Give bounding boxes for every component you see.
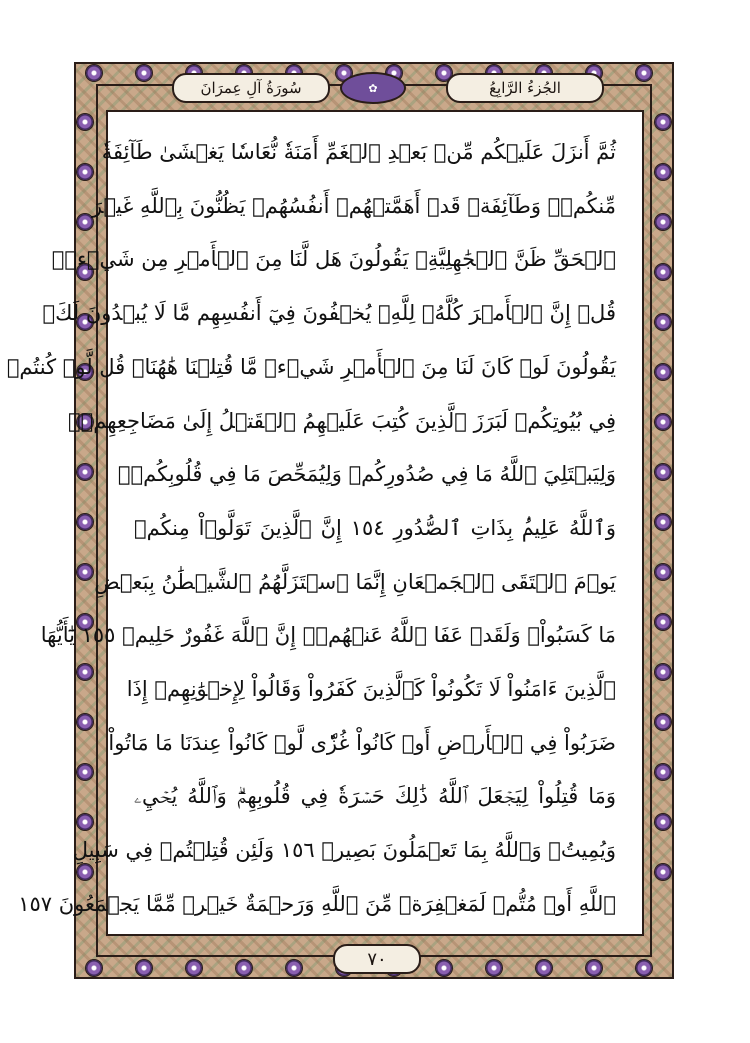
text-line: يَوۡمَ ٱلۡتَقَى ٱلۡجَمۡعَانِ إِنَّمَا ٱسۡتَزَلَّهُمُ ٱلشَّيۡطَٰنُ بِبَعۡضِ — [94, 569, 616, 594]
text-line: مَا كَسَبُواْۖ وَلَقَدۡ عَفَا ٱللَّهُ عَنۡهُمۡۗ إِنَّ ٱللَّهَ غَفُورٌ حَلِيمٞ ١٥٥ يَٰٓأَيُّهَا — [40, 623, 616, 648]
rosette-icon — [77, 764, 93, 780]
rosette-icon — [655, 864, 671, 880]
rosette-icon — [655, 514, 671, 530]
text-line: وَلِيَبۡتَلِيَ ٱللَّهُ مَا فِي صُدُورِكُمۡ وَلِيُمَحِّصَ مَا فِي قُلُوبِكُمۡۚ — [117, 462, 616, 487]
rosette-icon — [186, 960, 202, 976]
rosette-icon — [655, 164, 671, 180]
rosette-icon — [655, 414, 671, 430]
surah-name-label: سُورَةُ آلِ عِمرَانَ — [172, 73, 330, 103]
rosette-icon — [636, 65, 652, 81]
rosette-icon — [77, 714, 93, 730]
rosette-icon — [77, 514, 93, 530]
rosette-icon — [77, 664, 93, 680]
verse-text-panel — [6, 110, 644, 936]
rosette-icon — [655, 264, 671, 280]
rosette-icon — [655, 114, 671, 130]
rosette-icon — [77, 114, 93, 130]
text-line: ٱلَّذِينَ ءَامَنُواْ لَا تَكُونُواْ كَٱلَّذِينَ كَفَرُواْ وَقَالُواْ لِإِخۡوَٰنِهِمۡ إِذَا — [126, 677, 616, 702]
rosette-icon — [655, 314, 671, 330]
rosette-icon — [655, 664, 671, 680]
rosette-icon — [236, 960, 252, 976]
text-line: يَقُولُونَ لَوۡ كَانَ لَنَا مِنَ ٱلۡأَمۡرِ شَيۡءٞ مَّا قُتِلۡنَا هَٰهُنَاۗ قُل لَّوۡ كُنتُمۡ — [6, 354, 616, 379]
rosette-icon — [655, 214, 671, 230]
rosette-icon — [655, 814, 671, 830]
rosette-icon — [655, 564, 671, 580]
rosette-icon — [77, 164, 93, 180]
rosette-icon — [86, 960, 102, 976]
rosette-icon — [86, 65, 102, 81]
text-line: ٱلۡحَقِّ ظَنَّ ٱلۡجَٰهِلِيَّةِۖ يَقُولُونَ هَل لَّنَا مِنَ ٱلۡأَمۡرِ مِن شَيۡءٖۗ — [51, 247, 616, 272]
page-header — [114, 70, 636, 104]
text-line: وَٱللَّهُ عَلِيمُۢ بِذَاتِ ٱلصُّدُورِ ١٥٤ إِنَّ ٱلَّذِينَ تَوَلَّوۡاْ مِنكُمۡ — [134, 515, 616, 540]
text-line: وَيُمِيتُۗ وَٱللَّهُ بِمَا تَعۡمَلُونَ بَصِيرٞ ١٥٦ وَلَئِن قُتِلۡتُمۡ فِي سَبِيلِ — [72, 838, 616, 863]
rosette-icon — [655, 464, 671, 480]
text-line: ثُمَّ أَنزَلَ عَلَيۡكُم مِّنۢ بَعۡدِ ٱلۡغَمِّ أَمَنَةٗ نُّعَاسٗا يَغۡشَىٰ طَآئِفَةٗ — [101, 140, 616, 164]
rosette-icon — [77, 214, 93, 230]
juz-name-label: الجُزءُ الرَّابِعُ — [446, 73, 604, 103]
rosette-icon — [77, 464, 93, 480]
rosette-icon — [536, 960, 552, 976]
rosette-icon — [486, 960, 502, 976]
rosette-icon — [655, 764, 671, 780]
text-line: قُلۡ إِنَّ ٱلۡأَمۡرَ كُلَّهُۥ لِلَّهِۗ يُخۡفُونَ فِيٓ أَنفُسِهِم مَّا لَا يُبۡدُونَ لَكَۖ — [42, 301, 616, 326]
rosette-icon — [436, 960, 452, 976]
rosette-icon — [655, 614, 671, 630]
text-line: فِي بُيُوتِكُمۡ لَبَرَزَ ٱلَّذِينَ كُتِبَ عَلَيۡهِمُ ٱلۡقَتۡلُ إِلَىٰ مَضَاجِعِهِمۡۖ — [68, 408, 616, 433]
rosette-icon — [636, 960, 652, 976]
text-line: وَمَا قُتِلُواْ لِيَجۡعَلَ ٱللَّهُ ذَٰلِكَ حَسۡرَةٗ فِي قُلُوبِهِمۡۗ وَٱللَّهُ يُحۡيِۦ — [134, 784, 616, 809]
rosette-icon — [655, 364, 671, 380]
rosette-icon — [286, 960, 302, 976]
text-line: ٱللَّهِ أَوۡ مُتُّمۡ لَمَغۡفِرَةٞ مِّنَ ٱللَّهِ وَرَحۡمَةٌ خَيۡرٞ مِّمَّا يَجۡمَعُونَ ١٥٧ — [18, 891, 616, 916]
text-line: مِّنكُمۡۖ وَطَآئِفَةٞ قَدۡ أَهَمَّتۡهُمۡ أَنفُسُهُمۡ يَظُنُّونَ بِٱللَّهِ غَيۡرَ — [91, 193, 616, 218]
rosette-icon — [586, 960, 602, 976]
rosette-icon — [136, 960, 152, 976]
rosette-icon — [655, 714, 671, 730]
hizb-marker-icon: ✿ — [340, 72, 406, 104]
rosette-icon — [77, 564, 93, 580]
text-line: ضَرَبُواْ فِي ٱلۡأَرۡضِ أَوۡ كَانُواْ غُزّٗى لَّوۡ كَانُواْ عِندَنَا مَا مَاتُواْ — [108, 730, 616, 755]
page-number: ٧٠ — [333, 944, 421, 974]
